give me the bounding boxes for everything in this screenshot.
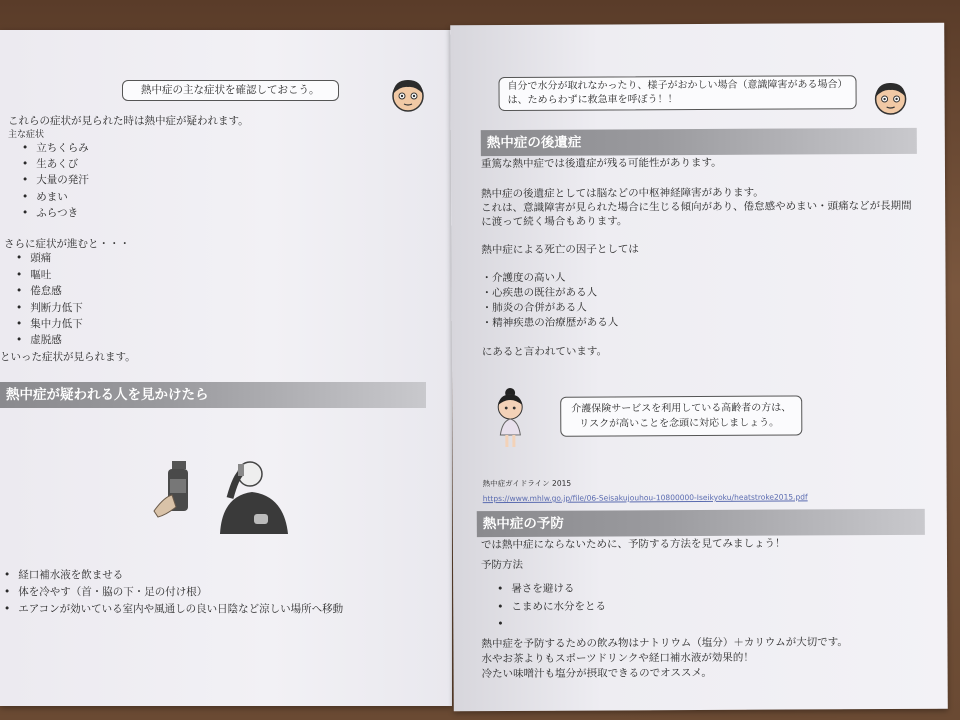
symptom-item: • 立ちくらみ xyxy=(22,141,89,155)
body-text: 水やお茶よりもスポーツドリンクや経口補水液が効果的！ xyxy=(481,651,754,666)
prevention-item: • 暑さを避ける xyxy=(497,582,574,596)
nurse-woman-icon xyxy=(490,387,530,449)
body-text: 冷たい味噌汁も塩分が摂取できるのでオススメ。 xyxy=(481,666,712,681)
risk-factor-item: ・心疾患の既往がある人 xyxy=(481,286,598,300)
boy-face-icon xyxy=(388,74,428,114)
left-document-page xyxy=(0,30,452,706)
symptom-item: • 大量の発汗 xyxy=(22,173,89,187)
main-symptoms-heading: 主な症状 xyxy=(8,130,45,140)
bubble-line: リスクが高いことを念頭に対応しましょう。 xyxy=(579,417,780,430)
prevention-item: • こまめに水分をとる xyxy=(497,599,606,614)
section-title: 熱中症の予防 xyxy=(482,515,564,533)
symptom-item: • ふらつき xyxy=(22,206,78,220)
progress-symptom-item: • 集中力低下 xyxy=(16,317,83,331)
section-title: 熱中症が疑われる人を見かけたら xyxy=(6,387,209,403)
body-text: に渡って続く場合もあります。 xyxy=(481,215,628,229)
body-text: 重篤な熱中症では後遺症が残る可能性があります。 xyxy=(480,156,722,171)
symptom-item: • 生あくび xyxy=(22,157,78,171)
speech-bubble-advice xyxy=(560,395,802,436)
body-text: これは、意識障害が見られた場合に生じる傾向があり、倦怠感やめまい・頭痛などが長期間 xyxy=(481,199,912,215)
bubble-line: 自分で水分が取れなかったり、様子がおかしい場合（意識障害がある場合） xyxy=(507,79,848,92)
section-title: 熱中症の後遺症 xyxy=(486,134,582,152)
water-bottle-hand-icon xyxy=(150,455,200,525)
source-link[interactable]: https://www.mhlw.go.jp/file/06-Seisakujouhou-10800000-Iseikyoku/heatstroke2015.pdf xyxy=(482,492,808,504)
risk-factor-item: ・肺炎の合併がある人 xyxy=(481,301,587,315)
method-heading: 予防方法 xyxy=(481,558,524,572)
body-text: にあると言われています。 xyxy=(481,345,608,359)
risk-factor-item: ・精神疾患の治療歴がある人 xyxy=(481,316,619,330)
progress-symptom-item: • 判断力低下 xyxy=(16,301,83,315)
intro-text: これらの症状が見られた時は熱中症が疑われます。 xyxy=(8,115,249,127)
progress-symptom-item: • 嘔吐 xyxy=(16,268,51,282)
prevention-item xyxy=(497,617,511,631)
source-label: 熱中症ガイドライン 2015 xyxy=(482,478,572,489)
bubble-text: 熱中症の主な症状を確認しておこう。 xyxy=(141,84,320,96)
progress-heading: さらに症状が進むと・・・ xyxy=(4,238,130,250)
bubble-line: 介護保険サービスを利用している高齢者の方は、 xyxy=(571,402,792,415)
action-item: • 体を冷やす（首・脇の下・足の付け根） xyxy=(4,585,207,599)
symptom-item: • めまい xyxy=(22,190,68,204)
body-text: では熱中症にならないために、予防する方法を見てみましょう！ xyxy=(480,537,786,552)
section-title-band xyxy=(481,128,917,156)
progress-symptom-item: • 頭痛 xyxy=(16,251,51,265)
progress-symptom-item: • 倦怠感 xyxy=(16,284,62,298)
speech-bubble-warning xyxy=(498,75,856,111)
bubble-line: は、ためらわずに救急車を呼ぼう！！ xyxy=(507,94,678,106)
body-text: 熱中症による死亡の因子としては xyxy=(481,243,639,257)
progress-symptom-item: • 虚脱感 xyxy=(16,333,62,347)
right-document-page xyxy=(450,23,948,712)
section-title-band xyxy=(477,509,925,537)
person-drinking-icon xyxy=(212,458,294,534)
action-item: • 経口補水液を飲ませる xyxy=(4,568,123,582)
section-title-band xyxy=(0,382,426,408)
progress-footer: といった症状が見られます。 xyxy=(0,351,136,363)
body-text: 熱中症を予防するための飲み物はナトリウム（塩分）＋カリウムが大切です。 xyxy=(481,636,848,651)
action-item: • エアコンが効いている室内や風通しの良い日陰など涼しい場所へ移動 xyxy=(4,602,343,616)
body-text: 熱中症の後遺症としては脳などの中枢神経障害があります。 xyxy=(481,186,764,201)
boy-face-icon xyxy=(870,77,910,117)
speech-bubble xyxy=(122,80,339,101)
risk-factor-item: ・介護度の高い人 xyxy=(481,271,566,285)
